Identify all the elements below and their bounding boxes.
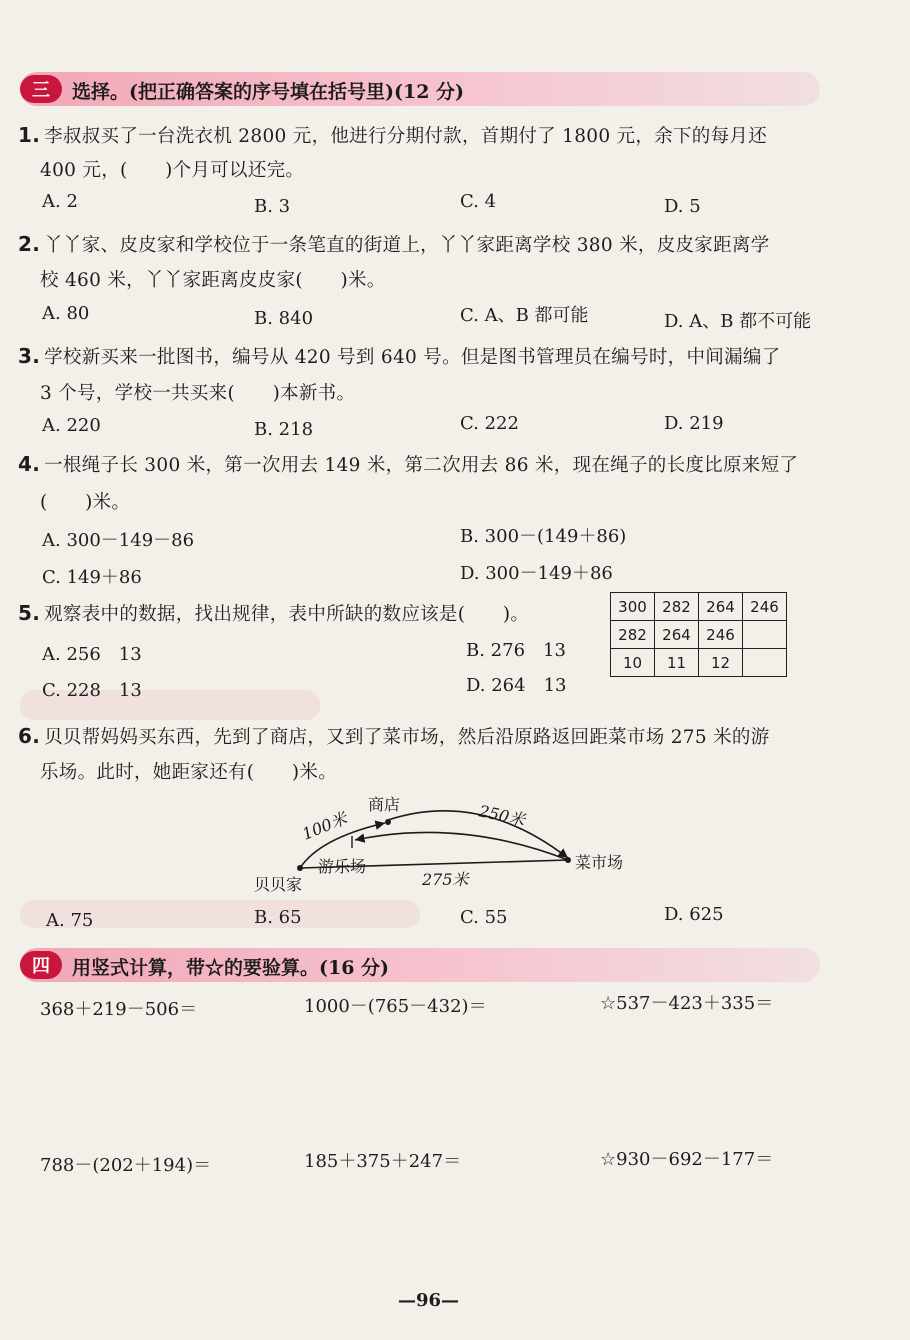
table-row [611,649,787,677]
q5-option-d: D. 264 13 [466,675,567,696]
route-diagram [0,780,910,900]
table-cell [743,649,787,677]
q4-option-b: B. 300－(149＋86) [460,526,627,547]
q1-option-a: A. 2 [42,191,78,212]
question-3-line1: 学校新买来一批图书，编号从 420 号到 640 号。但是图书管理员在编号时，中间漏编了 [44,347,781,368]
table-cell: 264 [655,621,699,649]
q5-option-c: C. 228 13 [42,680,142,701]
q2-option-c: C. A、B 都可能 [460,305,589,326]
question-5 [18,600,529,626]
section-4-title: 用竖式计算，带☆的要验算。(16 分) [72,957,390,979]
table-row [611,593,787,621]
q2-option-b: B. 840 [254,308,314,329]
table-cell: 264 [699,593,743,621]
question-2-number: 2. [18,232,41,256]
section-3-title: 选择。(把正确答案的序号填在括号里)(12 分) [72,81,465,103]
question-5-line1: 观察表中的数据，找出规律，表中所缺的数应该是( )。 [44,604,530,625]
q4-option-d: D. 300－149＋86 [460,563,613,584]
calc-item-2: 1000－(765－432)＝ [304,996,487,1017]
q5-option-b: B. 276 13 [466,640,566,661]
table-cell: 300 [611,593,655,621]
question-1-number: 1. [18,123,41,147]
question-1-line2: 400 元，( )个月可以还完。 [40,160,305,181]
table-cell: 11 [655,649,699,677]
calc-item-3: ☆537－423＋335＝ [600,993,774,1014]
section-4-badge: 四 [20,951,62,979]
home-dot [297,865,303,871]
question-4-line2: ( )米。 [40,492,131,513]
question-1-line1: 李叔叔买了一台洗衣机 2800 元，他进行分期付款，首期付了 1800 元，余下的每月还 [44,126,768,147]
label-distance-250: 250米 [477,801,527,830]
question-6-line2: 乐场。此时，她距家还有( )米。 [40,762,338,783]
q3-option-a: A. 220 [42,415,101,436]
question-2 [18,231,770,257]
pattern-table [610,592,787,677]
table-cell [743,621,787,649]
q5-option-a: A. 256 13 [42,644,142,665]
question-2-line1: 丫丫家、皮皮家和学校位于一条笔直的街道上，丫丫家距离学校 380 米，皮皮家距离学 [44,235,770,256]
question-2-line2: 校 460 米，丫丫家距离皮皮家( )米。 [40,270,386,291]
question-3-number: 3. [18,344,41,368]
question-5-number: 5. [18,601,41,625]
question-6 [18,723,770,749]
table-cell: 246 [743,593,787,621]
question-4-line1: 一根绳子长 300 米，第一次用去 149 米，第二次用去 86 米，现在绳子的长度比原来短了 [44,455,799,476]
label-shop: 商店 [368,795,401,814]
label-home: 贝贝家 [254,875,303,894]
table-cell: 282 [611,621,655,649]
question-4 [18,451,798,477]
q2-option-a: A. 80 [42,303,90,324]
q6-option-b: B. 65 [254,907,302,928]
calc-item-1: 368＋219－506＝ [40,999,198,1020]
q1-option-c: C. 4 [460,191,497,212]
label-market: 菜市场 [575,853,624,872]
question-4-number: 4. [18,452,41,476]
q4-option-c: C. 149＋86 [42,567,142,588]
question-3-line2: 3 个号，学校一共买来( )本新书。 [40,383,356,404]
question-6-line1: 贝贝帮妈妈买东西，先到了商店，又到了菜市场，然后沿原路返回距菜市场 275 米的游 [44,727,770,748]
market-dot [565,857,571,863]
question-1 [18,122,767,148]
section-3-badge: 三 [20,75,62,103]
q6-option-d: D. 625 [664,904,724,925]
table-cell: 246 [699,621,743,649]
label-distance-275: 275米 [422,870,469,889]
q4-option-a: A. 300－149－86 [42,530,195,551]
q3-option-b: B. 218 [254,419,314,440]
calc-item-6: ☆930－692－177＝ [600,1149,774,1170]
q1-option-d: D. 5 [664,196,701,217]
calc-item-4: 788－(202＋194)＝ [40,1155,212,1176]
section-4-header [20,948,820,982]
table-row [611,621,787,649]
calc-item-5: 185＋375＋247＝ [304,1151,462,1172]
shop-dot [385,819,391,825]
q3-option-d: D. 219 [664,413,724,434]
question-6-number: 6. [18,724,41,748]
q3-option-c: C. 222 [460,413,519,434]
q2-option-d: D. A、B 都不可能 [664,311,812,332]
q1-option-b: B. 3 [254,196,291,217]
label-playground: 游乐场 [318,857,367,876]
question-3 [18,343,780,369]
section-3-header [20,72,820,106]
table-cell: 282 [655,593,699,621]
table-cell: 12 [699,649,743,677]
q6-option-c: C. 55 [460,907,508,928]
label-distance-100: 100米 [299,808,350,844]
page-number: —96— [398,1290,460,1311]
q6-option-a: A. 75 [46,910,94,931]
table-cell: 10 [611,649,655,677]
